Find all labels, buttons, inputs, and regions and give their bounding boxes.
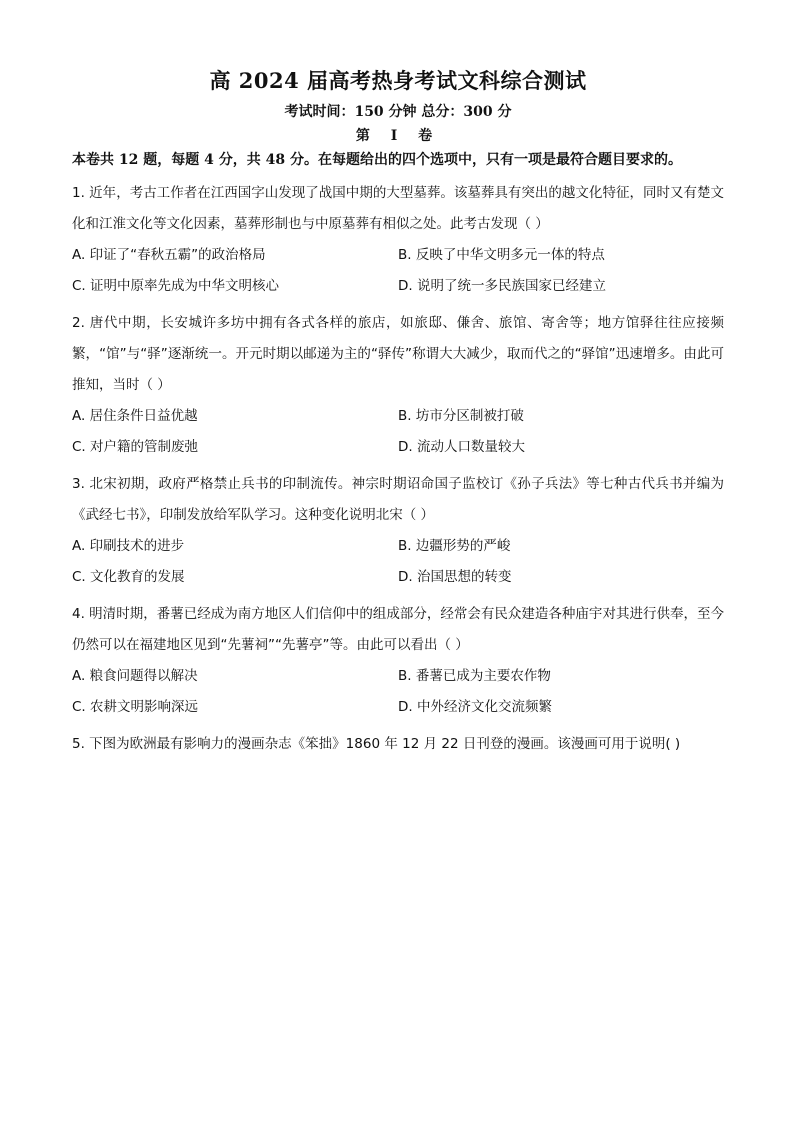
section-heading: 第 Ⅰ 卷 (355, 128, 441, 144)
option-c: C. 证明中原率先成为中华文明核心 (72, 278, 280, 294)
option-c: C. 对户籍的管制废弛 (72, 439, 199, 455)
question-5 (72, 729, 724, 760)
option-list (72, 531, 724, 593)
question-stem: 1. 近年，考古工作者在江西国字山发现了战国中期的大型墓葬。该墓葬具有突出的越文化特征，同时又有楚文化和江淮文化等文化因素，墓葬形制也与中原墓葬有相似之处。此考古发现（ ） (72, 185, 724, 232)
question-4 (72, 599, 724, 723)
option-d: D. 中外经济文化交流频繁 (398, 699, 552, 715)
exam-time-and-score: 考试时间：150 分钟 总分：300 分 (284, 104, 512, 120)
option-a: A. 居住条件日益优越 (72, 408, 198, 424)
option-b: B. 番薯已成为主要农作物 (398, 668, 551, 684)
question-3 (72, 469, 724, 593)
option-b: B. 坊市分区制被打破 (398, 408, 524, 424)
option-a: A. 印证了“春秋五霸”的政治格局 (72, 247, 266, 263)
question-stem: 2. 唐代中期，长安城许多坊中拥有各式各样的旅店，如旅邸、傔舍、旅馆、寄舍等；地方馆驿往往应接频繁，“馆”与“驿”逐渐统一。开元时期以邮递为主的“驿传”称谓大大减少，取而代之的“驿馆”迅速增多。由此可推知，当时（ ） (72, 315, 724, 393)
option-c: C. 农耕文明影响深远 (72, 699, 199, 715)
option-list (72, 240, 724, 302)
option-c: C. 文化教育的发展 (72, 569, 185, 585)
question-stem: 4. 明清时期，番薯已经成为南方地区人们信仰中的组成部分，经常会有民众建造各种庙宇对其进行供奉，至今仍然可以在福建地区见到“先薯祠”“先薯亭”等。由此可以看出（ ） (72, 606, 724, 653)
section-instructions: 本卷共 12 题，每题 4 分，共 48 分。在每题给出的四个选项中，只有一项是最符合题目要求的。 (72, 152, 682, 168)
question-stem: 3. 北宋初期，政府严格禁止兵书的印制流传。神宗时期诏命国子监校订《孙子兵法》等七种古代兵书并编为《武经七书》，印制发放给军队学习。这种变化说明北宋（ ） (72, 476, 724, 523)
question-2 (72, 308, 724, 463)
option-list (72, 661, 724, 723)
option-b: B. 边疆形势的严峻 (398, 538, 511, 554)
question-stem: 5. 下图为欧洲最有影响力的漫画杂志《笨拙》1860 年 12 月 22 日刊登的漫画。该漫画可用于说明( ) (72, 736, 681, 752)
option-d: D. 流动人口数量较大 (398, 439, 525, 455)
option-b: B. 反映了中华文明多元一体的特点 (398, 247, 605, 263)
option-a: A. 粮食问题得以解决 (72, 668, 198, 684)
option-d: D. 治国思想的转变 (398, 569, 512, 585)
exam-page (72, 66, 724, 760)
question-1 (72, 178, 724, 302)
option-a: A. 印刷技术的进步 (72, 538, 185, 554)
option-d: D. 说明了统一多民族国家已经建立 (398, 278, 606, 294)
option-list (72, 401, 724, 463)
exam-title: 高 2024 届高考热身考试文科综合测试 (209, 68, 587, 93)
